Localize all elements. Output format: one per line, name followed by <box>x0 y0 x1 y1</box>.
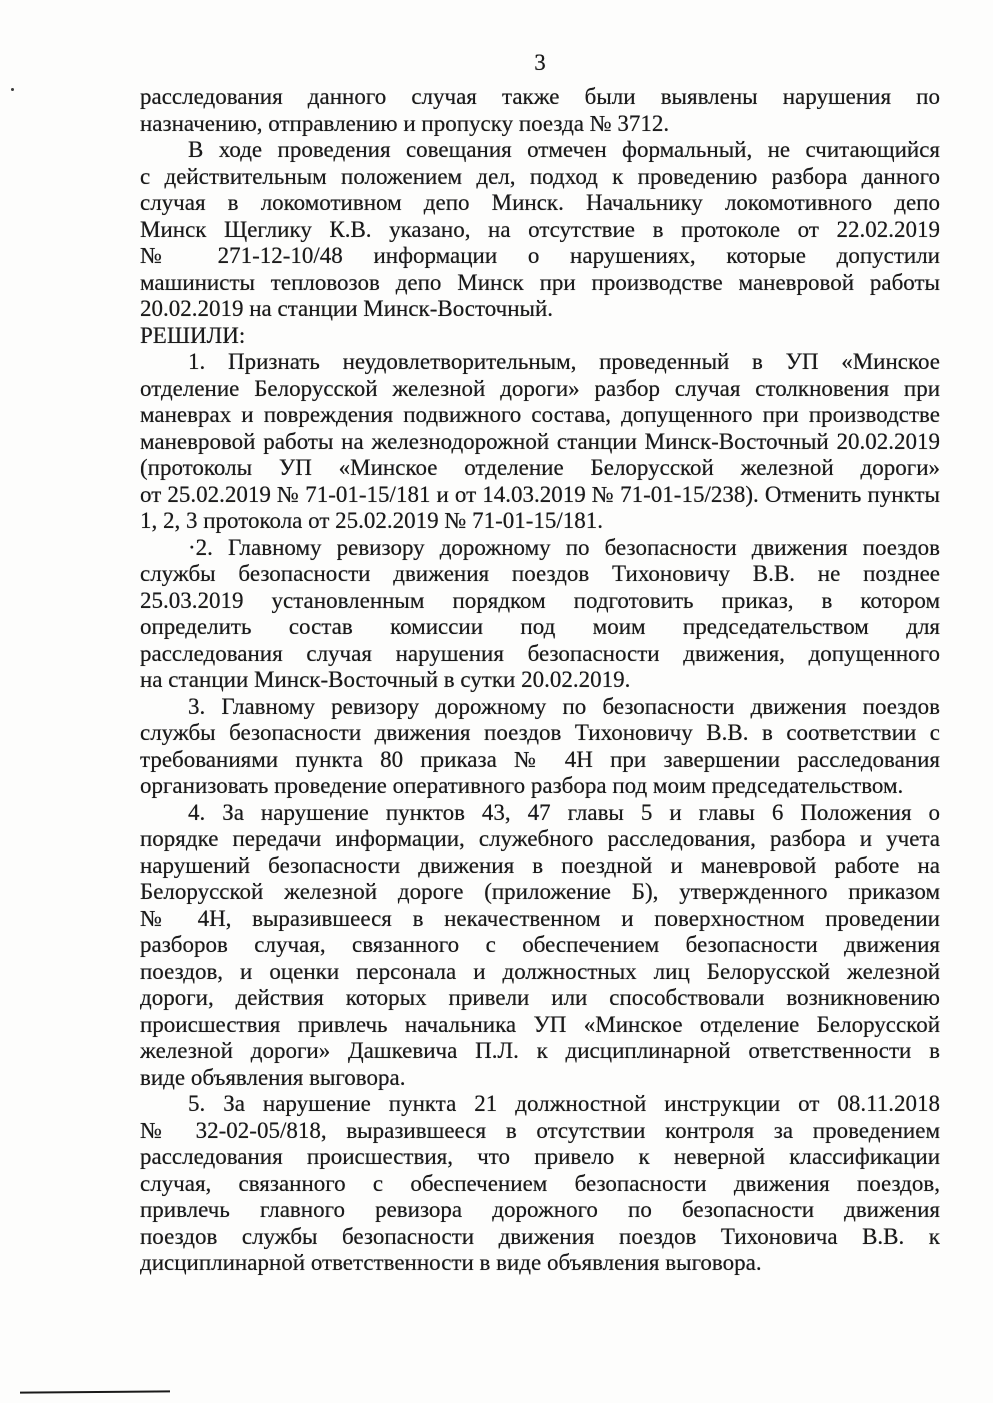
scan-artifact-speck <box>11 88 14 91</box>
text-line: маневровой работы на железнодорожной станции Минск-Восточный 20.02.2019 <box>140 428 940 454</box>
text-line: железной дороги» Дашкевича П.Л. к дисциплинарной ответственности в <box>140 1038 940 1063</box>
text-line: определить состав комиссии под моим председательством для <box>140 614 940 639</box>
text-line: (протоколы УП «Минское отделение Белорусской железной дороги» <box>140 455 940 480</box>
text-line: 3. Главному ревизору дорожному по безопасности движения поездов <box>188 693 940 719</box>
text-line: происшествия привлечь начальника УП «Минское отделение Белорусской <box>140 1011 940 1037</box>
text-line: № 4Н, выразившееся в некачественном и поверхностном проведении <box>140 905 940 931</box>
text-line: дороги, действия которых привели или способствовали возникновению <box>140 985 940 1010</box>
text-line: расследования происшествия, что привело к неверной классификации <box>140 1144 940 1169</box>
item-2 <box>140 535 940 694</box>
text-line: В ходе проведения совещания отмечен формальный, не считающийся <box>188 137 940 162</box>
text-line: организовать проведение оперативного разбора под моим председательством. <box>140 773 904 798</box>
item-4 <box>140 800 940 1092</box>
text-line: расследования данного случая также были выявлены нарушения по <box>140 84 940 109</box>
text-line: маневрах и повреждения подвижного состава, допущенного при производстве <box>140 402 940 427</box>
text-line: отделение Белорусской железной дороги» разбор случая столкновения при <box>140 375 940 401</box>
text-line: на станции Минск-Восточный в сутки 20.02.2019. <box>140 667 631 692</box>
item-5 <box>140 1091 940 1277</box>
text-line: поездов службы безопасности движения поездов Тихоновича В.В. к <box>140 1223 940 1249</box>
resolved-heading <box>140 323 940 350</box>
text-line: 20.02.2019 на станции Минск-Восточный. <box>140 296 554 321</box>
text-line: виде объявления выговора. <box>140 1064 406 1090</box>
page-number: 3 <box>534 50 546 75</box>
text-line: № 271-12-10/48 информации о нарушениях, которые допустили <box>140 243 940 268</box>
text-line: разборов случая, связанного с обеспечением безопасности движения <box>140 932 940 957</box>
text-line: Минск Щеглику К.В. указано, на отсутствие в протоколе от 22.02.2019 <box>140 216 940 242</box>
text-line: ·2. Главному ревизору дорожному по безопасности движения поездов <box>188 534 940 560</box>
item-1 <box>140 349 940 535</box>
text-line: случая, связанного с обеспечением безопасности движения поездов, <box>140 1170 940 1196</box>
text-line: привлечь главного ревизора дорожного по безопасности движения <box>140 1197 940 1222</box>
text-line: Белорусской железной дороге (приложение Б), утвержденного приказом <box>140 879 940 904</box>
text-line: 25.03.2019 установленным порядком подготовить приказ, в котором <box>140 587 940 613</box>
footnote-separator-line <box>20 1390 170 1393</box>
text-line: назначению, отправлению и пропуску поезда № 3712. <box>140 110 670 136</box>
text-line: 5. За нарушение пункта 21 должностной инструкции от 08.11.2018 <box>188 1091 940 1116</box>
text-line: 1, 2, 3 протокола от 25.02.2019 № 71-01-15/181. <box>140 508 604 533</box>
text-line: расследования случая нарушения безопасности движения, допущенного <box>140 640 940 666</box>
text-line: дисциплинарной ответственности в виде объявления выговора. <box>140 1250 762 1275</box>
text-line: 4. За нарушение пунктов 43, 47 главы 5 и главы 6 Положения о <box>188 799 940 825</box>
text-line: 1. Признать неудовлетворительным, проведенный в УП «Минское <box>188 349 940 374</box>
document-body <box>140 84 940 1277</box>
text-line: службы безопасности движения поездов Тихоновичу В.В. в соответствии с <box>140 720 940 745</box>
para-continuation <box>140 84 940 137</box>
text-line: № 32-02-05/818, выразившееся в отсутствии контроля за проведением <box>140 1117 940 1143</box>
text-line: машинисты тепловозов депо Минск при производстве маневровой работы <box>140 269 940 295</box>
text-line: РЕШИЛИ: <box>140 322 246 348</box>
para-meeting-findings <box>140 137 940 323</box>
text-line: требованиями пункта 80 приказа № 4Н при завершении расследования <box>140 746 940 772</box>
text-line: порядке передачи информации, служебного расследования, разбора и учета <box>140 826 940 851</box>
text-line: с действительным положением дел, подход к проведению разбора данного <box>140 163 940 189</box>
text-line: от 25.02.2019 № 71-01-15/181 и от 14.03.2019 № 71-01-15/238). Отменить пункты <box>140 481 940 507</box>
text-line: поездов, и оценки персонала и должностных лиц Белорусской железной <box>140 958 940 984</box>
text-line: службы безопасности движения поездов Тихоновичу В.В. не позднее <box>140 561 940 586</box>
text-line: случая в локомотивном депо Минск. Начальнику локомотивного депо <box>140 190 940 215</box>
item-3 <box>140 694 940 800</box>
text-line: нарушений безопасности движения в поездной и маневровой работе на <box>140 852 940 878</box>
